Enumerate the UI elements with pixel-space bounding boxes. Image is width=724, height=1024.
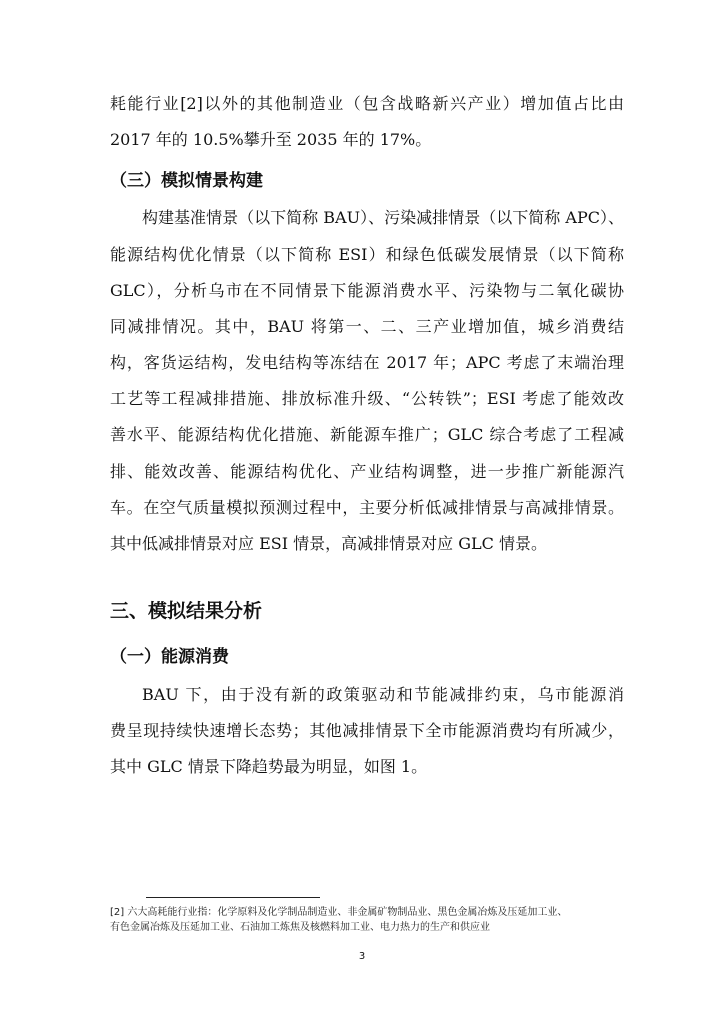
footnote-separator <box>146 897 320 898</box>
text-line: 耗能行业[2]以外的其他制造业（包含战略新兴产业）增加值占比由 <box>110 94 624 113</box>
section-heading-scenario: （三）模拟情景构建 <box>110 171 263 191</box>
page-number: 3 <box>358 951 366 962</box>
section-heading-energy: （一）能源消费 <box>110 647 229 667</box>
text-line: 同减排情况。其中，BAU 将第一、二、三产业增加值，城乡消费结 <box>110 317 624 336</box>
section-heading-results: 三、模拟结果分析 <box>110 600 263 622</box>
text-line: 费呈现持续快速增长态势；其他减排情景下全市能源消费均有所减少， <box>110 721 624 740</box>
text-line: BAU 下，由于没有新的政策驱动和节能减排约束，乌市能源消 <box>142 685 624 704</box>
text-line: 工艺等工程减排措施、排放标准升级、“公转铁”；ESI 考虑了能效改 <box>110 389 624 408</box>
text-line: 构建基准情景（以下简称 BAU）、污染减排情景（以下简称 APC）、 <box>142 208 624 227</box>
text-line: 车。在空气质量模拟预测过程中，主要分析低减排情景与高减排情景。 <box>110 498 624 517</box>
footnote-line: 有色金属冶炼及压延加工业、石油加工炼焦及核燃料加工业、电力热力的生产和供应业 <box>110 922 490 933</box>
text-line: 善水平、能源结构优化措施、新能源车推广；GLC 综合考虑了工程减 <box>110 425 624 444</box>
text-line: 其中低减排情景对应 ESI 情景，高减排情景对应 GLC 情景。 <box>110 534 547 553</box>
text-line: GLC），分析乌市在不同情景下能源消费水平、污染物与二氧化碳协 <box>110 281 624 300</box>
text-line: 排、能效改善、能源结构优化、产业结构调整，进一步推广新能源汽 <box>110 462 624 481</box>
text-line: 2017 年的 10.5%攀升至 2035 年的 17%。 <box>110 130 432 149</box>
text-line: 其中 GLC 情景下降趋势最为明显，如图 1。 <box>110 757 428 776</box>
text-line: 能源结构优化情景（以下简称 ESI）和绿色低碳发展情景（以下简称 <box>110 245 624 264</box>
text-line: 构，客货运结构，发电结构等冻结在 2017 年；APC 考虑了末端治理 <box>110 353 624 372</box>
footnote-line: [2] 六大高耗能行业指：化学原料及化学制品制造业、非金属矿物制品业、黑色金属冶炼及压延加工业、 <box>110 907 568 918</box>
